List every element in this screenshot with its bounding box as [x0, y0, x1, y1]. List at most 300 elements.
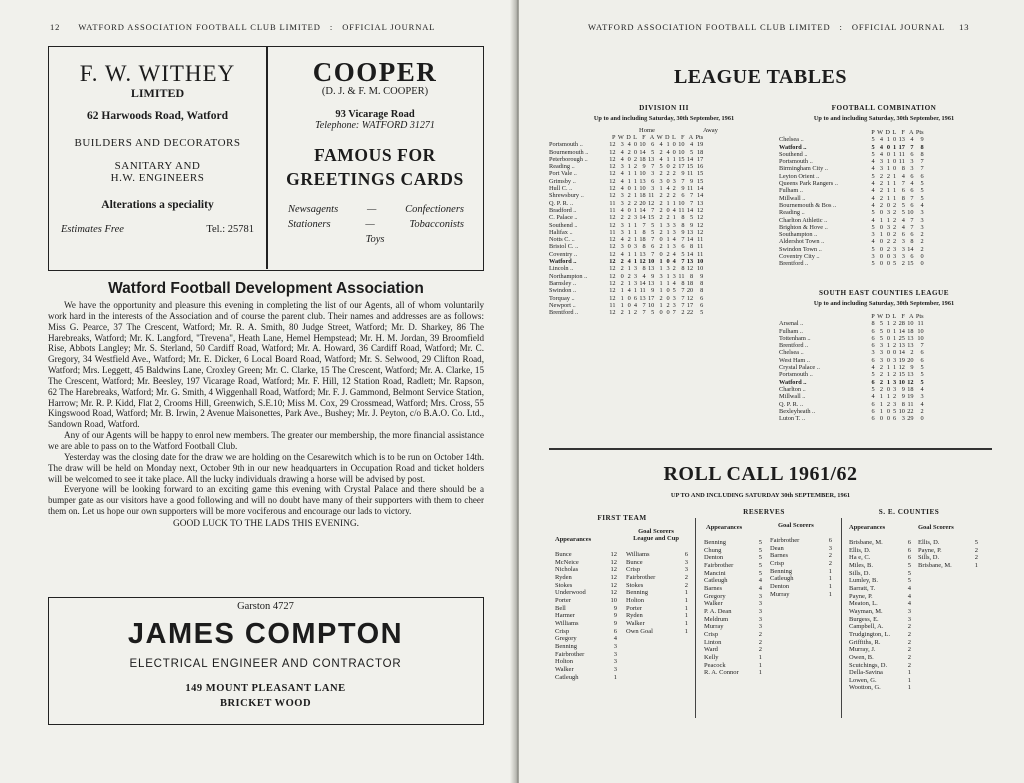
stat-cell: 4 [672, 258, 676, 266]
stat-cell: 0 [886, 150, 890, 158]
stat-cell: 0 [666, 258, 670, 266]
roster-row [626, 589, 688, 597]
stat-cell: 2 [893, 393, 897, 401]
player-name: Benning [770, 567, 793, 575]
cooper-dash1: — [366, 204, 377, 215]
player-name: Walker [555, 665, 574, 673]
stat-cell: 0 [886, 385, 890, 393]
table-row [548, 207, 704, 214]
team-name: Southend .. [779, 150, 808, 158]
stat-cell: 19 [907, 393, 914, 401]
roll-call-subtitle: UP TO AND INCLUDING SATURDAY 30th SEPTEMBER, 1961 [670, 492, 851, 499]
stat-cell: 4 [871, 180, 875, 188]
table-row [778, 173, 925, 180]
team-name: Bradford .. [549, 206, 577, 214]
stat-cell: 1 [633, 228, 637, 236]
stat-cell: 7 [901, 180, 905, 188]
first-team-title: FIRST TEAM [597, 514, 647, 522]
stat-cell: 3 [893, 378, 897, 386]
stat-cell: 2 [627, 236, 631, 244]
stat-cell: 2 [879, 385, 884, 393]
roster-row [849, 539, 911, 547]
player-count: 6 [907, 539, 911, 546]
stat-cell: 1 [659, 258, 663, 266]
player-name: Williams [555, 619, 579, 627]
stat-cell: 1 [666, 155, 670, 163]
roster-row [555, 620, 617, 628]
stat-cell: 12 [609, 243, 616, 251]
table-row [778, 415, 925, 422]
stat-cell: 15 [678, 155, 685, 163]
table-row [778, 231, 925, 238]
stat-cell: 25 [898, 334, 905, 342]
stat-cell: 1 [879, 400, 884, 408]
player-name: Lowen, G. [849, 676, 877, 684]
stat-cell: 2 [886, 238, 890, 246]
column-header: P [871, 313, 875, 320]
player-name: Ellis, D. [918, 539, 940, 546]
roster-row [555, 628, 617, 636]
compton-address: 149 MOUNT PLEASANT LANE [185, 683, 346, 694]
sec-roll-title: S. E. COUNTIES [878, 508, 940, 516]
stat-cell: 6 [910, 172, 914, 180]
player-count: 4 [613, 635, 617, 643]
stat-cell: 6 [920, 172, 924, 180]
roster-row [849, 616, 911, 624]
stat-cell: 7 [690, 192, 694, 200]
article-body [48, 300, 484, 530]
player-count: 9 [613, 612, 617, 620]
roster-row [770, 575, 832, 583]
stat-cell: 1 [886, 187, 890, 195]
stat-cell: 13 [639, 294, 646, 302]
stat-cell: 11 [917, 320, 924, 328]
stat-cell: 2 [666, 250, 670, 258]
stat-cell: 2 [901, 260, 905, 268]
player-name: Brisbane, M. [849, 539, 883, 546]
stat-cell: 14 [639, 279, 646, 287]
stat-cell: 0 [879, 253, 884, 261]
stat-cell: 17 [686, 301, 694, 309]
stat-cell: 0 [893, 136, 897, 144]
roster-row [555, 559, 617, 567]
table-row [548, 265, 704, 272]
stat-cell: 0 [886, 356, 890, 364]
roster-row [704, 616, 762, 624]
team-name: Q. P. R. .. [549, 199, 574, 207]
stat-cell: 0 [893, 165, 897, 173]
player-count: 1 [684, 604, 688, 612]
stat-cell: 11 [678, 206, 685, 214]
player-count: 1 [684, 589, 688, 597]
stat-cell: 5 [871, 209, 875, 217]
roster-row [704, 646, 762, 654]
stat-cell: 2 [879, 180, 884, 188]
player-name: Gregory [704, 592, 726, 600]
stat-cell: 2 [627, 199, 631, 207]
stat-cell: 1 [886, 216, 890, 224]
stat-cell: 2 [633, 199, 637, 207]
stat-cell: 4 [871, 194, 875, 202]
column-header: L [892, 313, 897, 320]
player-count: 3 [684, 566, 688, 574]
player-name: Meldrum [704, 615, 729, 623]
stat-cell: 2 [666, 214, 670, 222]
stat-cell: 6 [910, 187, 914, 195]
stat-cell: 1 [666, 236, 670, 244]
player-count: 10 [610, 596, 617, 604]
left-page-header [50, 22, 490, 32]
stat-cell: 1 [666, 141, 670, 149]
stat-cell: 12 [609, 177, 616, 185]
column-header: Pts [915, 129, 924, 136]
stat-cell: 0 [886, 253, 890, 261]
ft-goals-header-b: League and Cup [633, 535, 679, 542]
stat-cell: 6 [651, 141, 655, 149]
stat-cell: 7 [690, 199, 694, 207]
stat-cell: 2 [672, 163, 676, 171]
stat-cell: 1 [627, 163, 631, 171]
stat-cell: 2 [620, 214, 624, 222]
first-team-goalscorers [626, 551, 688, 635]
team-name: Tottenham .. [779, 334, 811, 342]
stat-cell: 18 [639, 236, 646, 244]
stat-cell: 5 [651, 309, 655, 317]
table-row [778, 328, 925, 335]
team-name: Fulham .. [779, 327, 803, 335]
stat-cell: 5 [651, 221, 655, 229]
roster-row [626, 612, 688, 620]
stat-cell: 5 [920, 187, 924, 195]
player-count: 3 [758, 623, 762, 631]
stat-cell: 1 [627, 309, 631, 317]
stat-cell: 11 [907, 400, 914, 408]
stat-cell: 8 [690, 272, 694, 280]
stat-cell: 1 [659, 301, 663, 309]
stat-cell: 0 [659, 250, 663, 258]
player-name: Bell [555, 604, 566, 612]
player-name: Bunce [626, 558, 643, 566]
team-name: Charlton .. [779, 385, 806, 393]
stat-cell: 14 [696, 192, 704, 200]
stat-cell: 3 [879, 342, 884, 350]
stat-cell: 5 [672, 287, 676, 295]
table-row [778, 371, 925, 378]
player-name: Barratt, T. [849, 584, 876, 592]
stat-cell: 1 [633, 287, 637, 295]
stat-cell: 12 [609, 185, 616, 193]
stat-cell: 3 [633, 243, 637, 251]
stat-cell: 12 [609, 148, 616, 156]
stat-cell: 0 [672, 141, 676, 149]
stat-cell: 2 [633, 155, 637, 163]
stat-cell: 2 [659, 206, 663, 214]
stat-cell: 8 [910, 238, 914, 246]
stat-cell: 4 [620, 148, 624, 156]
roster-row [849, 654, 911, 662]
stat-cell: 12 [609, 155, 616, 163]
roster-row [626, 628, 688, 636]
stat-cell: 0 [893, 158, 897, 166]
player-count: 12 [610, 589, 617, 597]
roster-row [849, 585, 911, 593]
player-count: 2 [974, 546, 978, 554]
roster-row [704, 631, 762, 639]
player-count: 6 [684, 551, 688, 558]
stat-cell: 2 [627, 214, 631, 222]
roster-row [849, 593, 911, 601]
player-name: Barnes [704, 584, 723, 592]
stat-cell: 12 [686, 294, 694, 302]
stat-cell: 7 [681, 258, 685, 266]
stat-cell: 1 [886, 165, 890, 173]
stat-cell: 11 [609, 301, 616, 309]
column-header: D [885, 313, 890, 320]
team-name: Birmingham City .. [779, 165, 828, 173]
stat-cell: 1 [893, 364, 897, 372]
stat-cell: 5 [879, 320, 884, 328]
stat-cell: 2 [879, 378, 884, 386]
stat-cell: 13 [898, 136, 905, 144]
stat-cell: 0 [633, 148, 637, 156]
stat-cell: 18 [639, 192, 646, 200]
stat-cell: 4 [620, 236, 624, 244]
stat-cell: 5 [871, 245, 875, 253]
stat-cell: 20 [907, 356, 914, 364]
table-row [548, 170, 704, 177]
se-counties-table [778, 313, 925, 422]
stat-cell: 7 [681, 236, 685, 244]
reserves-appearances [704, 539, 762, 677]
stat-cell: 7 [910, 216, 914, 224]
team-name: Aldershot Town .. [779, 238, 825, 246]
stat-cell: 1 [879, 393, 884, 401]
stat-cell: 1 [886, 180, 890, 188]
article-paragraph-1: We have the opportunity and pleasure this evening in completing the list of our Agents, all of whom voluntarily work hard in the interests of the Association and of course the parent club. Their names and addresses are as follows: Miss G. Pearce, 37 The Crescent, Watford; Mr. R. A. Smith, 80 Judge Street, Watford; Mr. D. Sharkey, 86 The Harebreaks, Watford; Mr. K. Langford, "Trevena", Heath Lane, Hemel Hempstead; Mr. H. M. Jordan, 39 Broomfield Rise, Abbots Langley; Mr. S. Sterland, 50 Cardiff Road, Watford; Mr. A. Howard, 36 Cardiff Road, Watford; Mr. C. Gregory, 34 Westfield Ave., Watford; Mr. E. Dicker, 6 Local Board Road, Watford; Mr. S. Selwood, 29 Clifton Road, Watford; Mrs. Leggett, 45 Baldwins Lane, Croxley Green; Mr. C. Clarke, 15 The Crescent, Watford; Mr. A. Clarke, 15 The Crescent, Watford; Mr. Beesley, 197 Vicarage Road, Watford; Mr. F. Hill, 12 Station Road, Radlett; Mr. Rapson, 62 The Harebreaks, Watford; Mr. G. Smith, 4 Wiggenhall Road, Watford; Mr. F. J. Gammond, Belmont Service Station, Harrow; Mr. R. P. Kidd, Flat 2, Crooms Hill, Greenwich, S.E.10; Miss M. Cox, 29 Crossmead, Watford; Mrs. Cross, 55 Kingswood Road, Watford; Mr. B. Irwin, 2 Avenue Maisonettes, Park Ave., Bushey; Mr. J. Peyton, c/o B.A.O. Co. Ltd., Sandown Road, Watford. [48, 300, 484, 430]
roster-row [704, 554, 762, 562]
table-row [548, 156, 704, 163]
stat-cell: 11 [697, 243, 704, 251]
reserves-goalscorers [770, 537, 832, 598]
player-count: 1 [828, 567, 832, 575]
player-name: Holton [555, 658, 574, 666]
stat-cell: 1 [633, 236, 637, 244]
roster-row [704, 662, 762, 670]
player-name: Catleugh [555, 673, 579, 681]
stat-cell: 1 [620, 294, 624, 302]
column-header: F [642, 134, 646, 141]
stat-cell: 4 [920, 385, 924, 393]
player-name: Nicholas [555, 566, 579, 574]
roster-row [555, 582, 617, 590]
stat-cell: 0 [879, 260, 884, 268]
stat-cell: 4 [690, 141, 694, 149]
stat-cell: 7 [910, 194, 914, 202]
player-name: Denton [770, 582, 790, 590]
player-count: 1 [828, 575, 832, 583]
stat-cell: 0 [659, 236, 663, 244]
player-count: 4 [758, 577, 762, 585]
stat-cell: 1 [627, 170, 631, 178]
player-name: Wayman, M. [849, 607, 883, 615]
stat-cell: 5 [659, 163, 663, 171]
first-team-appearances [555, 551, 617, 681]
stat-cell: 8 [700, 279, 704, 287]
stat-cell: 6 [871, 407, 875, 415]
stat-cell: 0 [886, 143, 890, 151]
ft-apps-header: Appearances [555, 536, 592, 543]
column-header: W [877, 313, 884, 320]
stat-cell: 14 [639, 214, 646, 222]
stat-cell: 0 [879, 223, 884, 231]
stat-cell: 4 [871, 187, 875, 195]
player-name: Scutchings, D. [849, 661, 888, 669]
stat-cell: 10 [898, 407, 905, 415]
stat-cell: 2 [886, 400, 890, 408]
cooper-telephone: Telephone: WATFORD 31271 [315, 120, 435, 131]
stat-cell: 0 [920, 415, 924, 423]
player-count: 1 [758, 653, 762, 661]
withey-sub: LIMITED [130, 86, 185, 100]
player-count: 5 [907, 569, 911, 577]
team-name: Torquay .. [549, 294, 575, 302]
page-number-right: 13 [959, 22, 970, 32]
right-header [588, 22, 1008, 32]
player-count: 1 [907, 669, 911, 677]
stat-cell: 9 [651, 272, 655, 280]
roster-row [704, 585, 762, 593]
stat-cell: 2 [666, 301, 670, 309]
player-name: Walker [704, 600, 723, 608]
stat-cell: 1 [633, 192, 637, 200]
stat-cell: 0 [879, 415, 884, 423]
player-count: 1 [684, 596, 688, 604]
team-name: Brentford .. [779, 260, 809, 268]
stat-cell: 2 [659, 294, 663, 302]
cooper-confectioners: Confectioners [405, 204, 464, 215]
roster-row [918, 562, 978, 570]
team-name: Bournemouth .. [549, 148, 589, 156]
stat-cell: 7 [681, 301, 685, 309]
stat-cell: 1 [886, 364, 890, 372]
stat-cell: 0 [666, 163, 670, 171]
cooper-advert [268, 57, 482, 245]
stat-cell: 1 [633, 185, 637, 193]
stat-cell: 5 [871, 385, 875, 393]
stat-cell: 2 [672, 170, 676, 178]
stat-cell: 2 [681, 309, 685, 317]
stat-cell: 3 [620, 243, 624, 251]
stat-cell: 0 [627, 301, 631, 309]
player-name: Mancini [704, 569, 726, 577]
team-name: Brentford .. [549, 309, 579, 317]
player-count: 3 [613, 642, 617, 650]
stat-cell: 2 [893, 320, 897, 328]
table-row [548, 141, 704, 148]
roster-row [770, 591, 832, 599]
player-name: Payne, P. [918, 546, 942, 554]
stat-cell: 7 [920, 165, 924, 173]
stat-cell: 10 [678, 148, 685, 156]
withey-trade1: BUILDERS AND DECORATORS [74, 137, 241, 149]
team-name: Fulham .. [779, 187, 803, 195]
stat-cell: 12 [609, 163, 616, 171]
stat-cell: 11 [687, 170, 694, 178]
stat-cell: 2 [620, 279, 624, 287]
journal-header: WATFORD ASSOCIATION FOOTBALL CLUB LIMITED : OFFICIAL JOURNAL [78, 22, 436, 32]
stat-cell: 9 [920, 136, 924, 144]
compton-phone: Garston 4727 [237, 601, 294, 612]
stat-cell: 1 [627, 177, 631, 185]
player-name: Catleugh [770, 575, 794, 583]
team-name: Hull C. .. [549, 185, 573, 193]
table-row [548, 302, 704, 309]
stat-cell: 9 [690, 221, 694, 229]
table-row [778, 386, 925, 393]
stat-cell: 13 [648, 155, 655, 163]
stat-cell: 12 [898, 364, 905, 372]
compton-name: JAMES COMPTON [127, 618, 404, 650]
roster-row [849, 600, 911, 608]
withey-trade3: H.W. ENGINEERS [110, 172, 205, 184]
roster-row [849, 577, 911, 585]
table-row [548, 149, 704, 156]
player-count: 5 [758, 546, 762, 554]
stat-cell: 7 [681, 177, 685, 185]
roster-row [918, 554, 978, 562]
roster-row [849, 631, 911, 639]
roster-row [555, 597, 617, 605]
table-row [778, 357, 925, 364]
player-count: 12 [610, 551, 617, 558]
stat-cell: 11 [609, 228, 616, 236]
stat-cell: 0 [627, 155, 631, 163]
player-count: 3 [758, 607, 762, 615]
stat-cell: 7 [681, 287, 685, 295]
stat-cell: 8 [681, 265, 685, 273]
stat-cell: 9 [901, 385, 905, 393]
stat-cell: 2 [893, 371, 897, 379]
stat-cell: 1 [666, 279, 670, 287]
stat-cell: 1 [659, 221, 663, 229]
stat-cell: 2 [620, 309, 624, 317]
stat-cell: 5 [871, 150, 875, 158]
table-row [778, 180, 925, 187]
stat-cell: 1 [666, 272, 670, 280]
player-name: Ward [704, 646, 718, 654]
stat-cell: 0 [620, 272, 624, 280]
player-count: 12 [610, 566, 617, 574]
stat-cell: 13 [907, 342, 914, 350]
stat-cell: 0 [627, 294, 631, 302]
reserves-title: RESERVES [743, 508, 785, 516]
stat-cell: 17 [696, 155, 704, 163]
team-name: Newport .. [549, 301, 576, 309]
stat-cell: 3 [651, 170, 655, 178]
stat-cell: 14 [686, 206, 694, 214]
stat-cell: 3 [879, 356, 884, 364]
player-name: Denton [704, 554, 724, 562]
stat-cell: 13 [907, 371, 914, 379]
stat-cell: 8 [700, 287, 704, 295]
column-header: F [680, 134, 685, 141]
table-row [778, 246, 925, 253]
stat-cell: 4 [871, 216, 875, 224]
roster-row [555, 612, 617, 620]
div3-away-label: Away [703, 127, 718, 134]
column-header: W [656, 134, 663, 141]
stat-cell: 10 [678, 141, 685, 149]
